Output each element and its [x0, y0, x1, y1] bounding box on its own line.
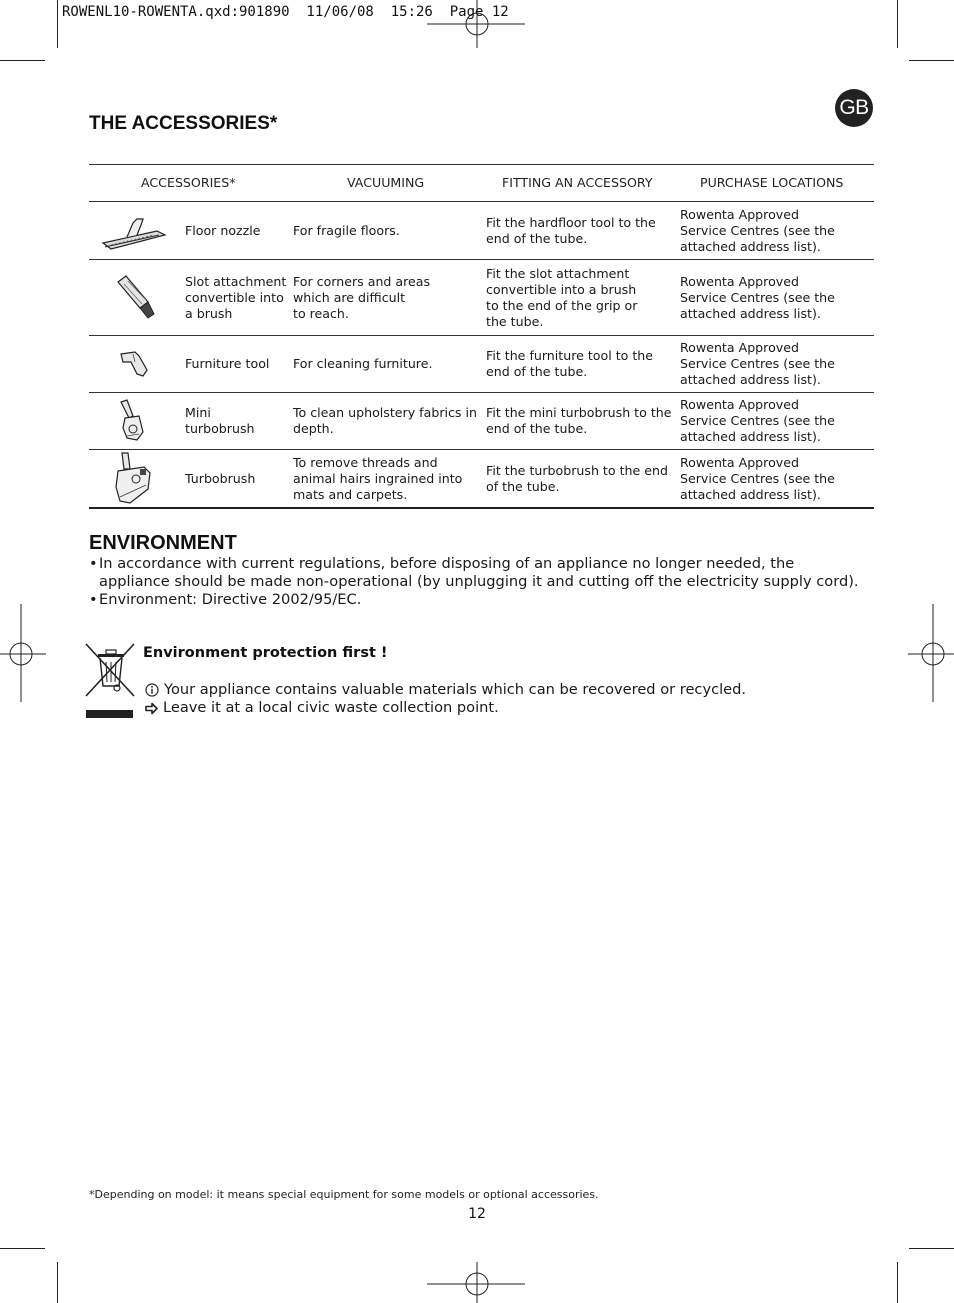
list-item [145, 681, 746, 699]
table-row [89, 450, 874, 509]
purchase-location: Rowenta Approved Service Centres (see the attached address list). [680, 273, 835, 321]
fitting-instructions: Fit the furniture tool to the end of the tube. [486, 348, 654, 379]
list-item [145, 699, 499, 717]
purchase-location: Rowenta Approved Service Centres (see the attached address list). [680, 397, 835, 444]
crop-mark [57, 0, 58, 48]
crop-mark [0, 1248, 45, 1249]
list-item [89, 555, 889, 591]
crop-mark [0, 60, 45, 61]
protection-text: Your appliance contains valuable materials which can be recovered or recycled. [164, 681, 747, 698]
crop-mark [909, 1248, 954, 1249]
fitting-instructions: Fit the mini turbobrush to the end of the tube. [486, 405, 672, 436]
crossed-bin-icon [84, 642, 136, 698]
accessories-table [89, 164, 874, 509]
protection-title: Environment protection first ! [143, 645, 388, 661]
table-row [89, 202, 874, 260]
language-badge: GB [835, 89, 873, 127]
header-purchase: PURCHASE LOCATIONS [700, 175, 844, 190]
environment-title: ENVIRONMENT [89, 532, 237, 554]
vacuuming-use: To remove threads and animal hairs ingrained into mats and carpets. [293, 454, 463, 502]
bullet-text: In accordance with current regulations, before disposing of an appliance no longer needed, the appliance should be made non-operational (by unplugging it and cutting off the electricity supply cord). [99, 555, 859, 590]
registration-mark-right [906, 604, 954, 704]
fitting-instructions: Fit the turbobrush to the end of the tube. [486, 462, 668, 494]
purchase-location: Rowenta Approved Service Centres (see the attached address list). [680, 340, 835, 387]
accessories-title: THE ACCESSORIES* [89, 113, 278, 134]
accessory-name: Slot attachment convertible into a brush [185, 273, 287, 321]
purchase-location: Rowenta Approved Service Centres (see the attached address list). [680, 206, 835, 254]
table-row [89, 260, 874, 336]
slot-attachment-icon [95, 260, 173, 335]
header-accessories: ACCESSORIES* [141, 175, 236, 190]
accessory-name: Mini turbobrush [185, 405, 255, 436]
bullet: • [89, 591, 98, 608]
crop-mark [909, 60, 954, 61]
header-vacuuming: VACUUMING [347, 175, 425, 190]
vacuuming-use: To clean upholstery fabrics in depth. [293, 405, 477, 436]
registration-mark-left [0, 604, 48, 704]
footnote: *Depending on model: it means special equipment for some models or optional accessories. [89, 1188, 599, 1201]
purchase-location: Rowenta Approved Service Centres (see the attached address list). [680, 454, 835, 502]
weee-bar [86, 710, 133, 718]
crop-mark [57, 1262, 58, 1303]
floor-nozzle-icon [95, 202, 173, 259]
page-number: 12 [468, 1206, 486, 1222]
turbobrush-icon [95, 450, 173, 507]
header-fitting: FITTING AN ACCESSORY [502, 175, 653, 190]
table-header [89, 164, 874, 202]
vacuuming-use: For corners and areas which are difficult to reach. [293, 273, 431, 321]
accessory-name: Furniture tool [185, 356, 270, 371]
crop-mark [897, 1262, 898, 1303]
bullet-text: Environment: Directive 2002/95/EC. [99, 591, 362, 608]
info-icon [145, 683, 159, 697]
protection-text: Leave it at a local civic waste collection point. [163, 699, 499, 716]
arrow-right-icon [145, 702, 158, 715]
print-slug: ROWENL10-ROWENTA.qxd:901890 11/06/08 15:26 Page 12 [62, 4, 509, 20]
mini-turbobrush-icon [95, 393, 173, 449]
vacuuming-use: For cleaning furniture. [293, 356, 433, 371]
table-row [89, 393, 874, 450]
accessory-name: Turbobrush [185, 470, 256, 486]
furniture-tool-icon [95, 336, 173, 392]
fitting-instructions: Fit the hardfloor tool to the end of the tube. [486, 214, 656, 246]
environment-bullets [89, 555, 889, 609]
fitting-instructions: Fit the slot attachment convertible into a brush to the end of the grip or the tube. [486, 265, 638, 329]
bullet: • [89, 555, 98, 572]
crop-mark [897, 0, 898, 48]
accessory-name: Floor nozzle [185, 222, 261, 238]
vacuuming-use: For fragile floors. [293, 222, 400, 238]
list-item [89, 591, 889, 609]
registration-mark-bottom [427, 1262, 527, 1303]
table-row [89, 336, 874, 393]
